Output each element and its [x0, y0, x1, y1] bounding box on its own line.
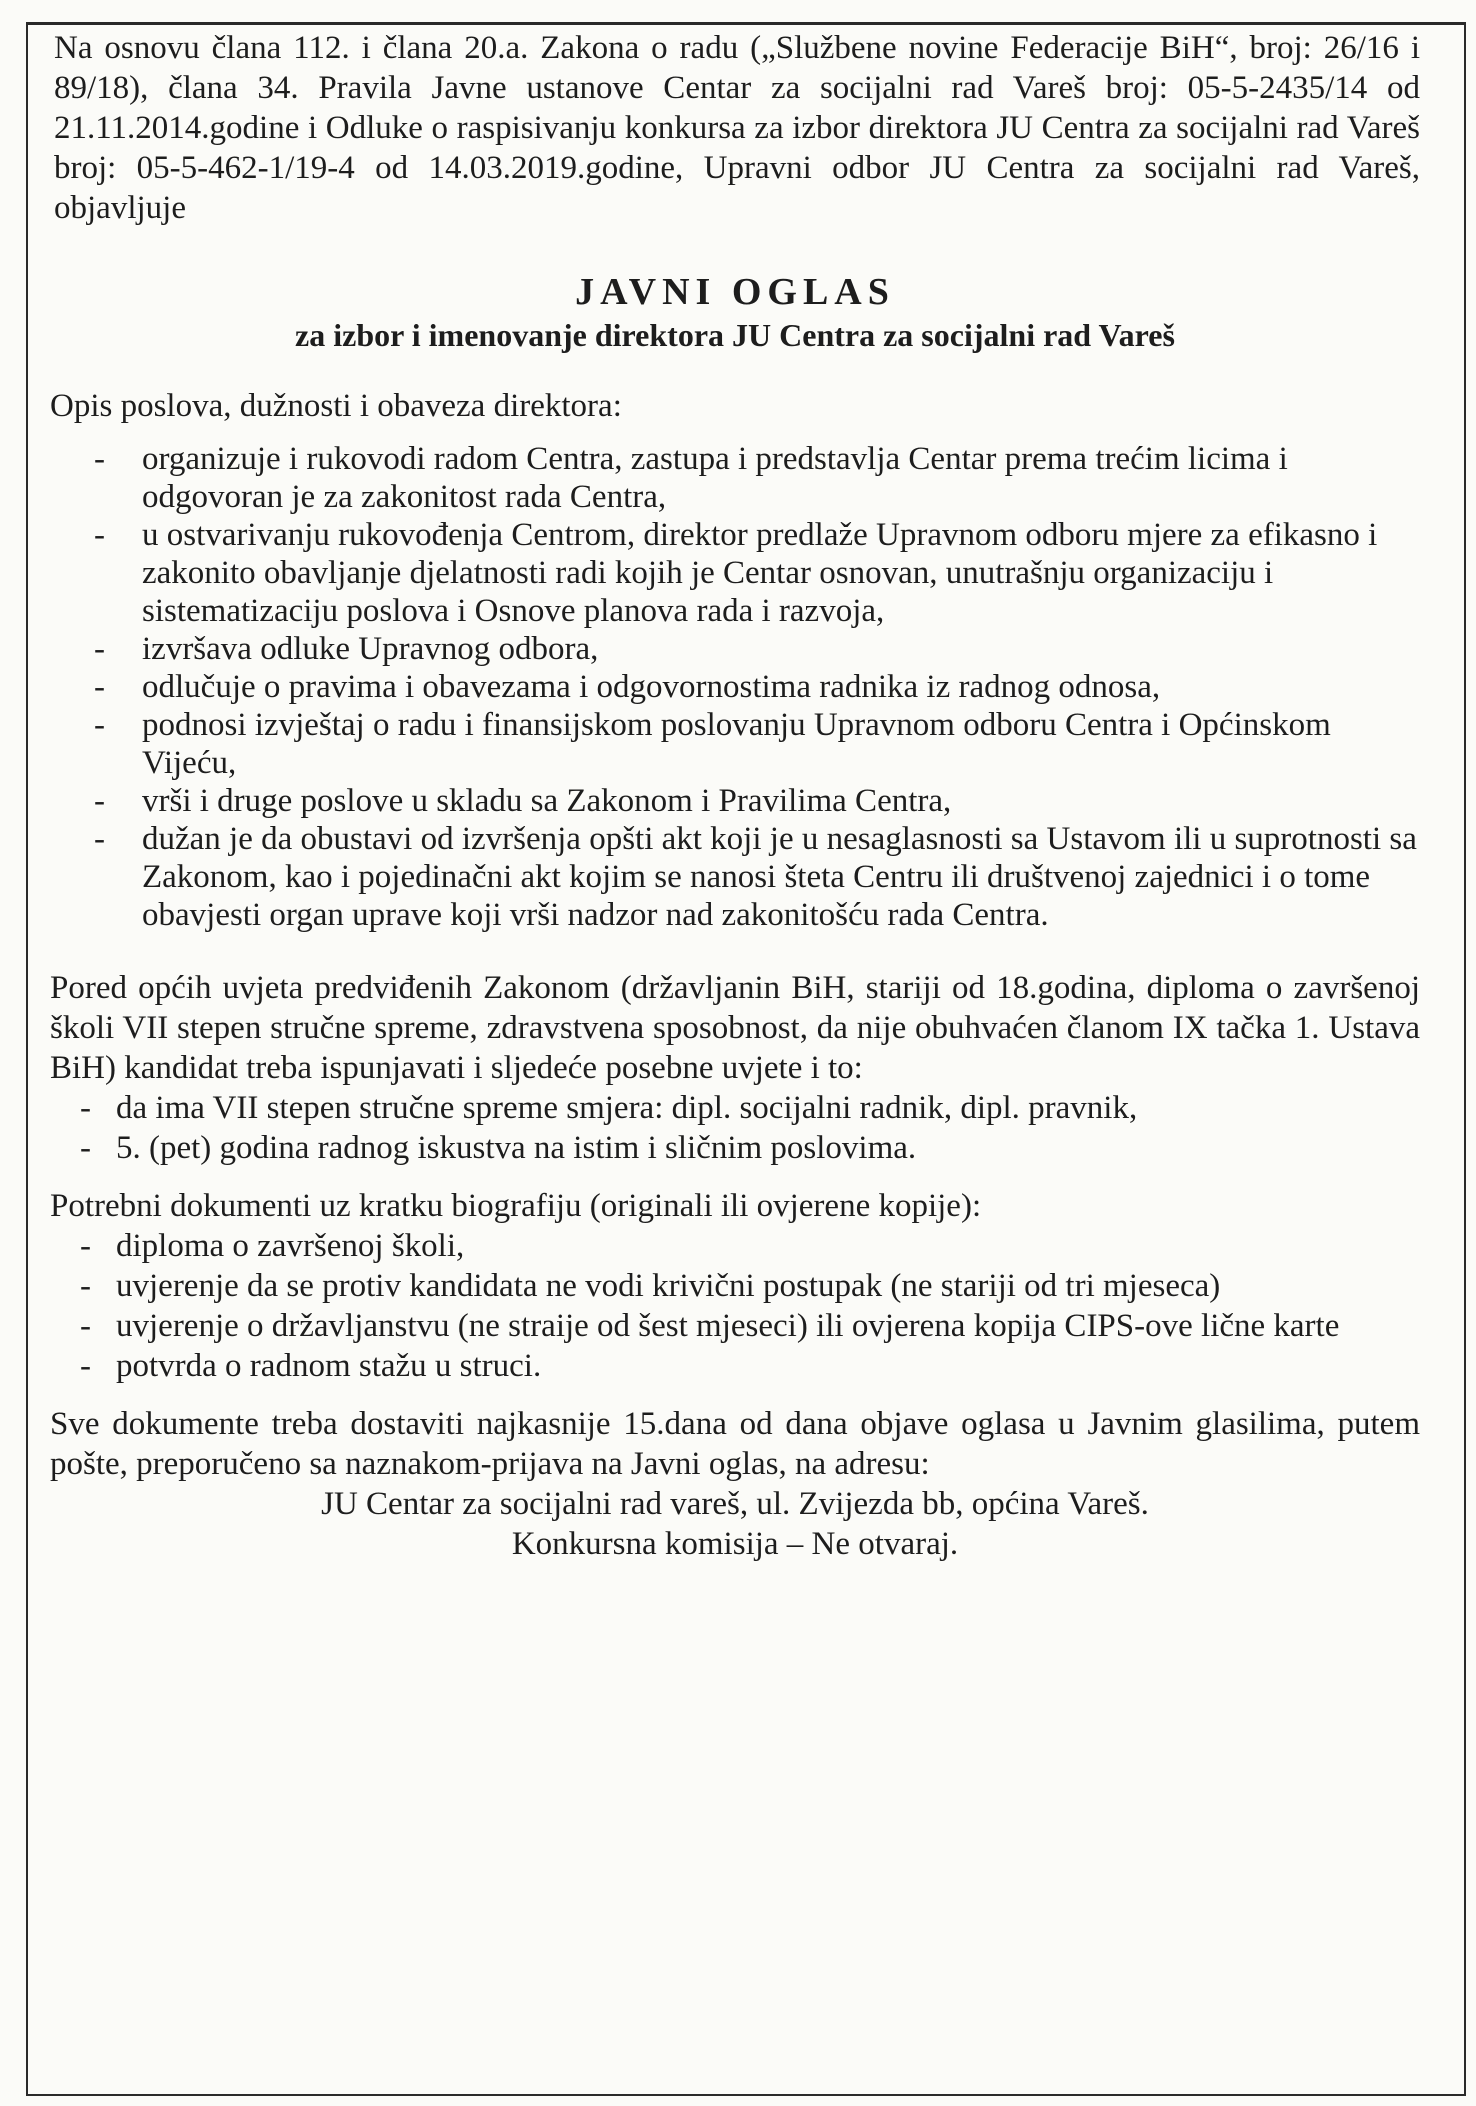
document-item: - uvjerenje da se protiv kandidata ne vodi krivični postupak (ne stariji od tri mjeseca) [50, 1266, 1420, 1306]
duty-item: - dužan je da obustavi od izvršenja opšti akt koji je u nesaglasnosti sa Ustavom ili u suprotnosti sa Zakonom, kao i pojedinačni akt kojim se nanosi šteta Centru ili društvenoj zajednici i o tome obavjesti organ uprave koji vrši nadzor nad zakonitošću rada Centra. [50, 820, 1420, 934]
duties-list [50, 440, 1420, 934]
commission-line: Konkursna komisija – Ne otvaraj. [511, 1526, 959, 1562]
duty-item: - izvršava odluke Upravnog odbora, [50, 630, 1420, 668]
duty-item: - vrši i druge poslove u skladu sa Zakonom i Pravilima Centra, [50, 782, 1420, 820]
duty-item: - organizuje i rukovodi radom Centra, zastupa i predstavlja Centar prema trećim licima i odgovoran je za zakonitost rada Centra, [50, 440, 1420, 516]
notice-content [50, 28, 1420, 1564]
duties-heading: Opis poslova, dužnosti i obaveza direktora: [50, 388, 622, 424]
duty-item: - u ostvarivanju rukovođenja Centrom, direktor predlaže Upravnom odboru mjere za efikasno i zakonito obavljanje djelatnosti radi kojih je Centar osnovan, unutrašnju organizaciju i sistematizaciju poslova i Osnove planova rada i razvoja, [50, 516, 1420, 630]
notice-subtitle: za izbor i imenovanje direktora JU Centra za socijalni rad Vareš [295, 317, 1175, 353]
notice-title: JAVNI OGLAS [575, 271, 895, 313]
requirements-list [50, 1088, 1420, 1168]
requirement-item: - 5. (pet) godina radnog iskustva na istim i sličnim poslovima. [50, 1128, 1420, 1168]
intro-paragraph: Na osnovu člana 112. i člana 20.a. Zakona o radu („Službene novine Federacije BiH“, broj: 26/16 i 89/18), člana 34. Pravila Javne ustanove Centar za socijalni rad Vareš broj: 05-5-2435/14 od 21.11.2014.godine i Odluke o raspisivanju konkursa za izbor direktora JU Centra za socijalni rad Vareš broj: 05-5-462-1/19-4 od 14.03.2019.godine, Upravni odbor JU Centra za socijalni rad Vareš, objavljuje [54, 30, 1420, 226]
document-item: - uvjerenje o državljanstvu (ne straije od šest mjeseci) ili ovjerena kopija CIPS-ove lične karte [50, 1306, 1420, 1346]
conditions-paragraph: Pored općih uvjeta predviđenih Zakonom (državljanin BiH, stariji od 18.godina, diploma o završenoj školi VII stepen stručne spreme, zdravstvena sposobnost, da nije obuhvaćen članom IX tačka 1. Ustava BiH) kandidat treba ispunjavati i sljedeće posebne uvjete i to: [50, 970, 1420, 1086]
address-line: JU Centar za socijalni rad vareš, ul. Zvijezda bb, općina Vareš. [321, 1486, 1149, 1522]
duty-item: - odlučuje o pravima i obavezama i odgovornostima radnika iz radnog odnosa, [50, 668, 1420, 706]
document-item: - potvrda o radnom stažu u struci. [50, 1346, 1420, 1386]
requirement-item: - da ima VII stepen stručne spreme smjera: dipl. socijalni radnik, dipl. pravnik, [50, 1088, 1420, 1128]
documents-heading: Potrebni dokumenti uz kratku biografiju (originali ili ovjerene kopije): [50, 1188, 982, 1224]
document-item: - diploma o završenoj školi, [50, 1226, 1420, 1266]
duty-item: - podnosi izvještaj o radu i finansijskom poslovanju Upravnom odboru Centra i Općinskom Vijeću, [50, 706, 1420, 782]
documents-list [50, 1226, 1420, 1386]
submission-paragraph: Sve dokumente treba dostaviti najkasnije 15.dana od dana objave oglasa u Javnim glasilima, putem pošte, preporučeno sa naznakom-prijava na Javni oglas, na adresu: [50, 1406, 1420, 1482]
